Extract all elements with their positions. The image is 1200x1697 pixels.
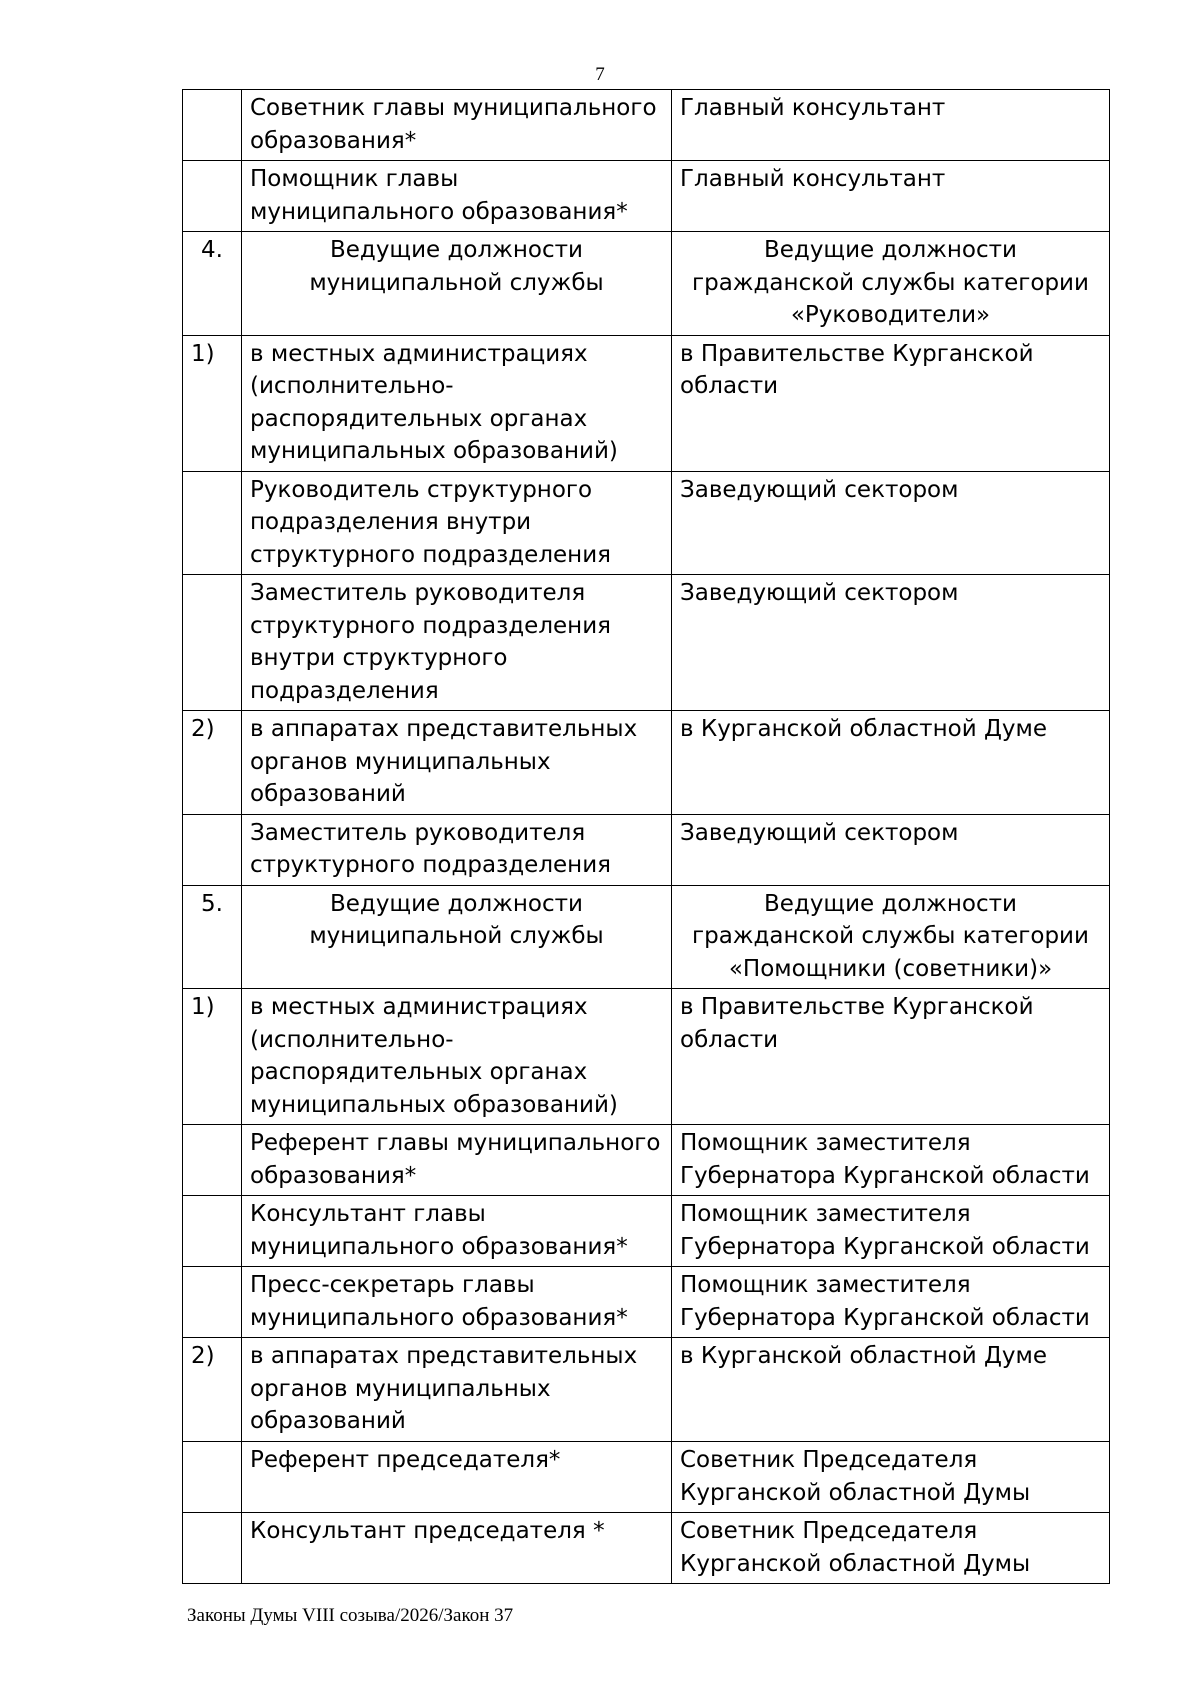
civil-position-cell: Заведующий сектором <box>672 814 1110 885</box>
row-number-cell <box>183 1442 242 1513</box>
civil-position-cell: Помощник заместителя Губернатора Курганской области <box>672 1267 1110 1338</box>
civil-position-cell: Заведующий сектором <box>672 471 1110 575</box>
table-row <box>183 989 1110 1125</box>
table-row <box>183 1513 1110 1584</box>
municipal-position-cell: в аппаратах представительных органов муниципальных образований <box>242 1338 672 1442</box>
civil-position-cell: Ведущие должности гражданской службы категории «Помощники (советники)» <box>672 885 1110 989</box>
table-row <box>183 335 1110 471</box>
civil-position-cell: в Курганской областной Думе <box>672 711 1110 815</box>
document-footer: Законы Думы VIII созыва/2026/Закон 37 <box>187 1605 514 1626</box>
civil-position-cell: Ведущие должности гражданской службы категории «Руководители» <box>672 232 1110 336</box>
row-number-cell: 4. <box>183 232 242 336</box>
row-number-cell: 2) <box>183 711 242 815</box>
civil-position-cell: Советник Председателя Курганской областной Думы <box>672 1513 1110 1584</box>
row-number-cell <box>183 814 242 885</box>
row-number-cell: 5. <box>183 885 242 989</box>
municipal-position-cell: Заместитель руководителя структурного подразделения внутри структурного подразделения <box>242 575 672 711</box>
civil-position-cell: Советник Председателя Курганской областной Думы <box>672 1442 1110 1513</box>
table-row <box>183 232 1110 336</box>
municipal-position-cell: Советник главы муниципального образования* <box>242 90 672 161</box>
table-row <box>183 1442 1110 1513</box>
civil-position-cell: Главный консультант <box>672 90 1110 161</box>
row-number-cell: 1) <box>183 989 242 1125</box>
municipal-position-cell: в аппаратах представительных органов муниципальных образований <box>242 711 672 815</box>
table-row <box>183 575 1110 711</box>
table-row <box>183 471 1110 575</box>
municipal-position-cell: Ведущие должности муниципальной службы <box>242 885 672 989</box>
row-number-cell <box>183 161 242 232</box>
civil-position-cell: в Правительстве Курганской области <box>672 989 1110 1125</box>
table-row <box>183 1338 1110 1442</box>
row-number-cell <box>183 1267 242 1338</box>
table-row <box>183 90 1110 161</box>
municipal-position-cell: Заместитель руководителя структурного подразделения <box>242 814 672 885</box>
municipal-position-cell: Руководитель структурного подразделения внутри структурного подразделения <box>242 471 672 575</box>
municipal-position-cell: в местных администрациях (исполнительно-распорядительных органах муниципальных образований) <box>242 989 672 1125</box>
row-number-cell <box>183 471 242 575</box>
table-row <box>183 1267 1110 1338</box>
row-number-cell <box>183 90 242 161</box>
civil-position-cell: в Курганской областной Думе <box>672 1338 1110 1442</box>
civil-position-cell: Помощник заместителя Губернатора Курганской области <box>672 1125 1110 1196</box>
municipal-position-cell: Помощник главы муниципального образования* <box>242 161 672 232</box>
civil-position-cell: Заведующий сектором <box>672 575 1110 711</box>
municipal-position-cell: Консультант главы муниципального образования* <box>242 1196 672 1267</box>
row-number-cell <box>183 1196 242 1267</box>
municipal-position-cell: Ведущие должности муниципальной службы <box>242 232 672 336</box>
municipal-position-cell: Референт главы муниципального образования* <box>242 1125 672 1196</box>
row-number-cell: 1) <box>183 335 242 471</box>
civil-position-cell: Главный консультант <box>672 161 1110 232</box>
civil-position-cell: Помощник заместителя Губернатора Курганской области <box>672 1196 1110 1267</box>
page-number: 7 <box>595 64 605 85</box>
civil-position-cell: в Правительстве Курганской области <box>672 335 1110 471</box>
table-row <box>183 814 1110 885</box>
municipal-position-cell: Референт председателя* <box>242 1442 672 1513</box>
row-number-cell <box>183 575 242 711</box>
municipal-position-cell: Консультант председателя * <box>242 1513 672 1584</box>
table-body <box>183 90 1110 1584</box>
row-number-cell <box>183 1513 242 1584</box>
table-row <box>183 1196 1110 1267</box>
table-row <box>183 711 1110 815</box>
table-row <box>183 161 1110 232</box>
municipal-position-cell: в местных администрациях (исполнительно-распорядительных органах муниципальных образований) <box>242 335 672 471</box>
row-number-cell <box>183 1125 242 1196</box>
municipal-position-cell: Пресс-секретарь главы муниципального образования* <box>242 1267 672 1338</box>
table-row <box>183 1125 1110 1196</box>
row-number-cell: 2) <box>183 1338 242 1442</box>
table-row <box>183 885 1110 989</box>
positions-table <box>182 89 1110 1584</box>
